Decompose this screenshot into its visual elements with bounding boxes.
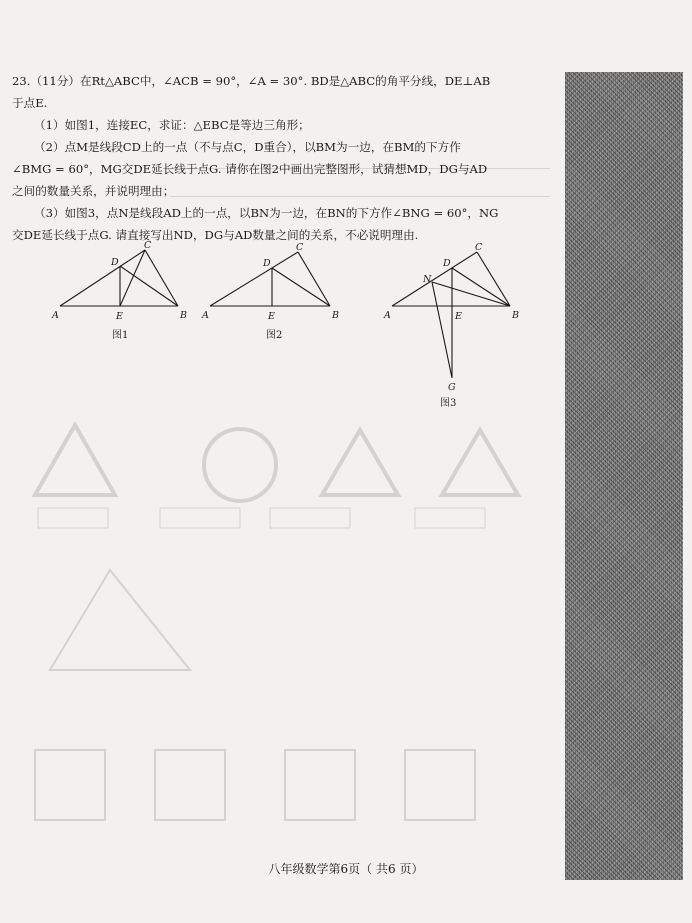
figure-1-caption: 图1 <box>112 330 129 341</box>
question-part-2-cont: ∠BMG = 60°，MG交DE延长线于点G. 请你在图2中画出完整图形，试猜想MD，DG与AD <box>12 162 488 176</box>
page-footer: 八年级数学第6页（ 共6 页） <box>268 862 424 876</box>
bleed-through-squares <box>30 745 500 835</box>
label-E: E <box>268 311 275 322</box>
label-D: D <box>263 258 271 269</box>
label-B: B <box>512 310 519 321</box>
question-part-1: （1）如图1，连接EC，求证：△EBC是等边三角形； <box>34 118 310 132</box>
label-G: G <box>448 382 456 393</box>
label-D: D <box>111 257 119 268</box>
question-part-2-cont: 之间的数量关系，并说明理由； <box>12 184 175 198</box>
label-C: C <box>475 242 483 253</box>
label-C: C <box>296 242 304 253</box>
label-N: N <box>423 274 432 285</box>
label-B: B <box>332 310 339 321</box>
bleed-through-triangle <box>30 560 230 680</box>
question-line: 于点E. <box>12 96 48 110</box>
bleed-through-signs <box>30 420 570 540</box>
question-part-3-cont: 交DE延长线于点G. 请直接写出ND，DG与AD数量之间的关系，不必说明理由. <box>12 228 419 242</box>
question-part-3: （3）如图3，点N是线段AD上的一点，以BN为一边，在BN的下方作∠BNG = 60°，NG <box>34 206 499 220</box>
figure-3-caption: 图3 <box>440 398 457 409</box>
label-A: A <box>384 310 391 321</box>
label-A: A <box>52 310 59 321</box>
figures-area <box>40 238 560 413</box>
figure-3 <box>392 252 510 378</box>
geometry-figures <box>40 238 560 413</box>
label-E: E <box>455 311 462 322</box>
label-E: E <box>116 311 123 322</box>
label-D: D <box>443 258 451 269</box>
question-23 <box>12 70 552 246</box>
label-A: A <box>202 310 209 321</box>
question-line: 23.（11分）在Rt△ABC中，∠ACB = 90°，∠A = 30°. BD是△ABC的角平分线，DE⊥AB <box>12 74 491 88</box>
figure-2-caption: 图2 <box>266 330 283 341</box>
label-C: C <box>144 240 152 251</box>
figure-1 <box>60 250 178 306</box>
scan-noise-band <box>565 72 683 880</box>
question-part-2: （2）点M是线段CD上的一点（不与点C，D重合），以BM为一边，在BM的下方作 <box>34 140 461 154</box>
label-B: B <box>180 310 187 321</box>
